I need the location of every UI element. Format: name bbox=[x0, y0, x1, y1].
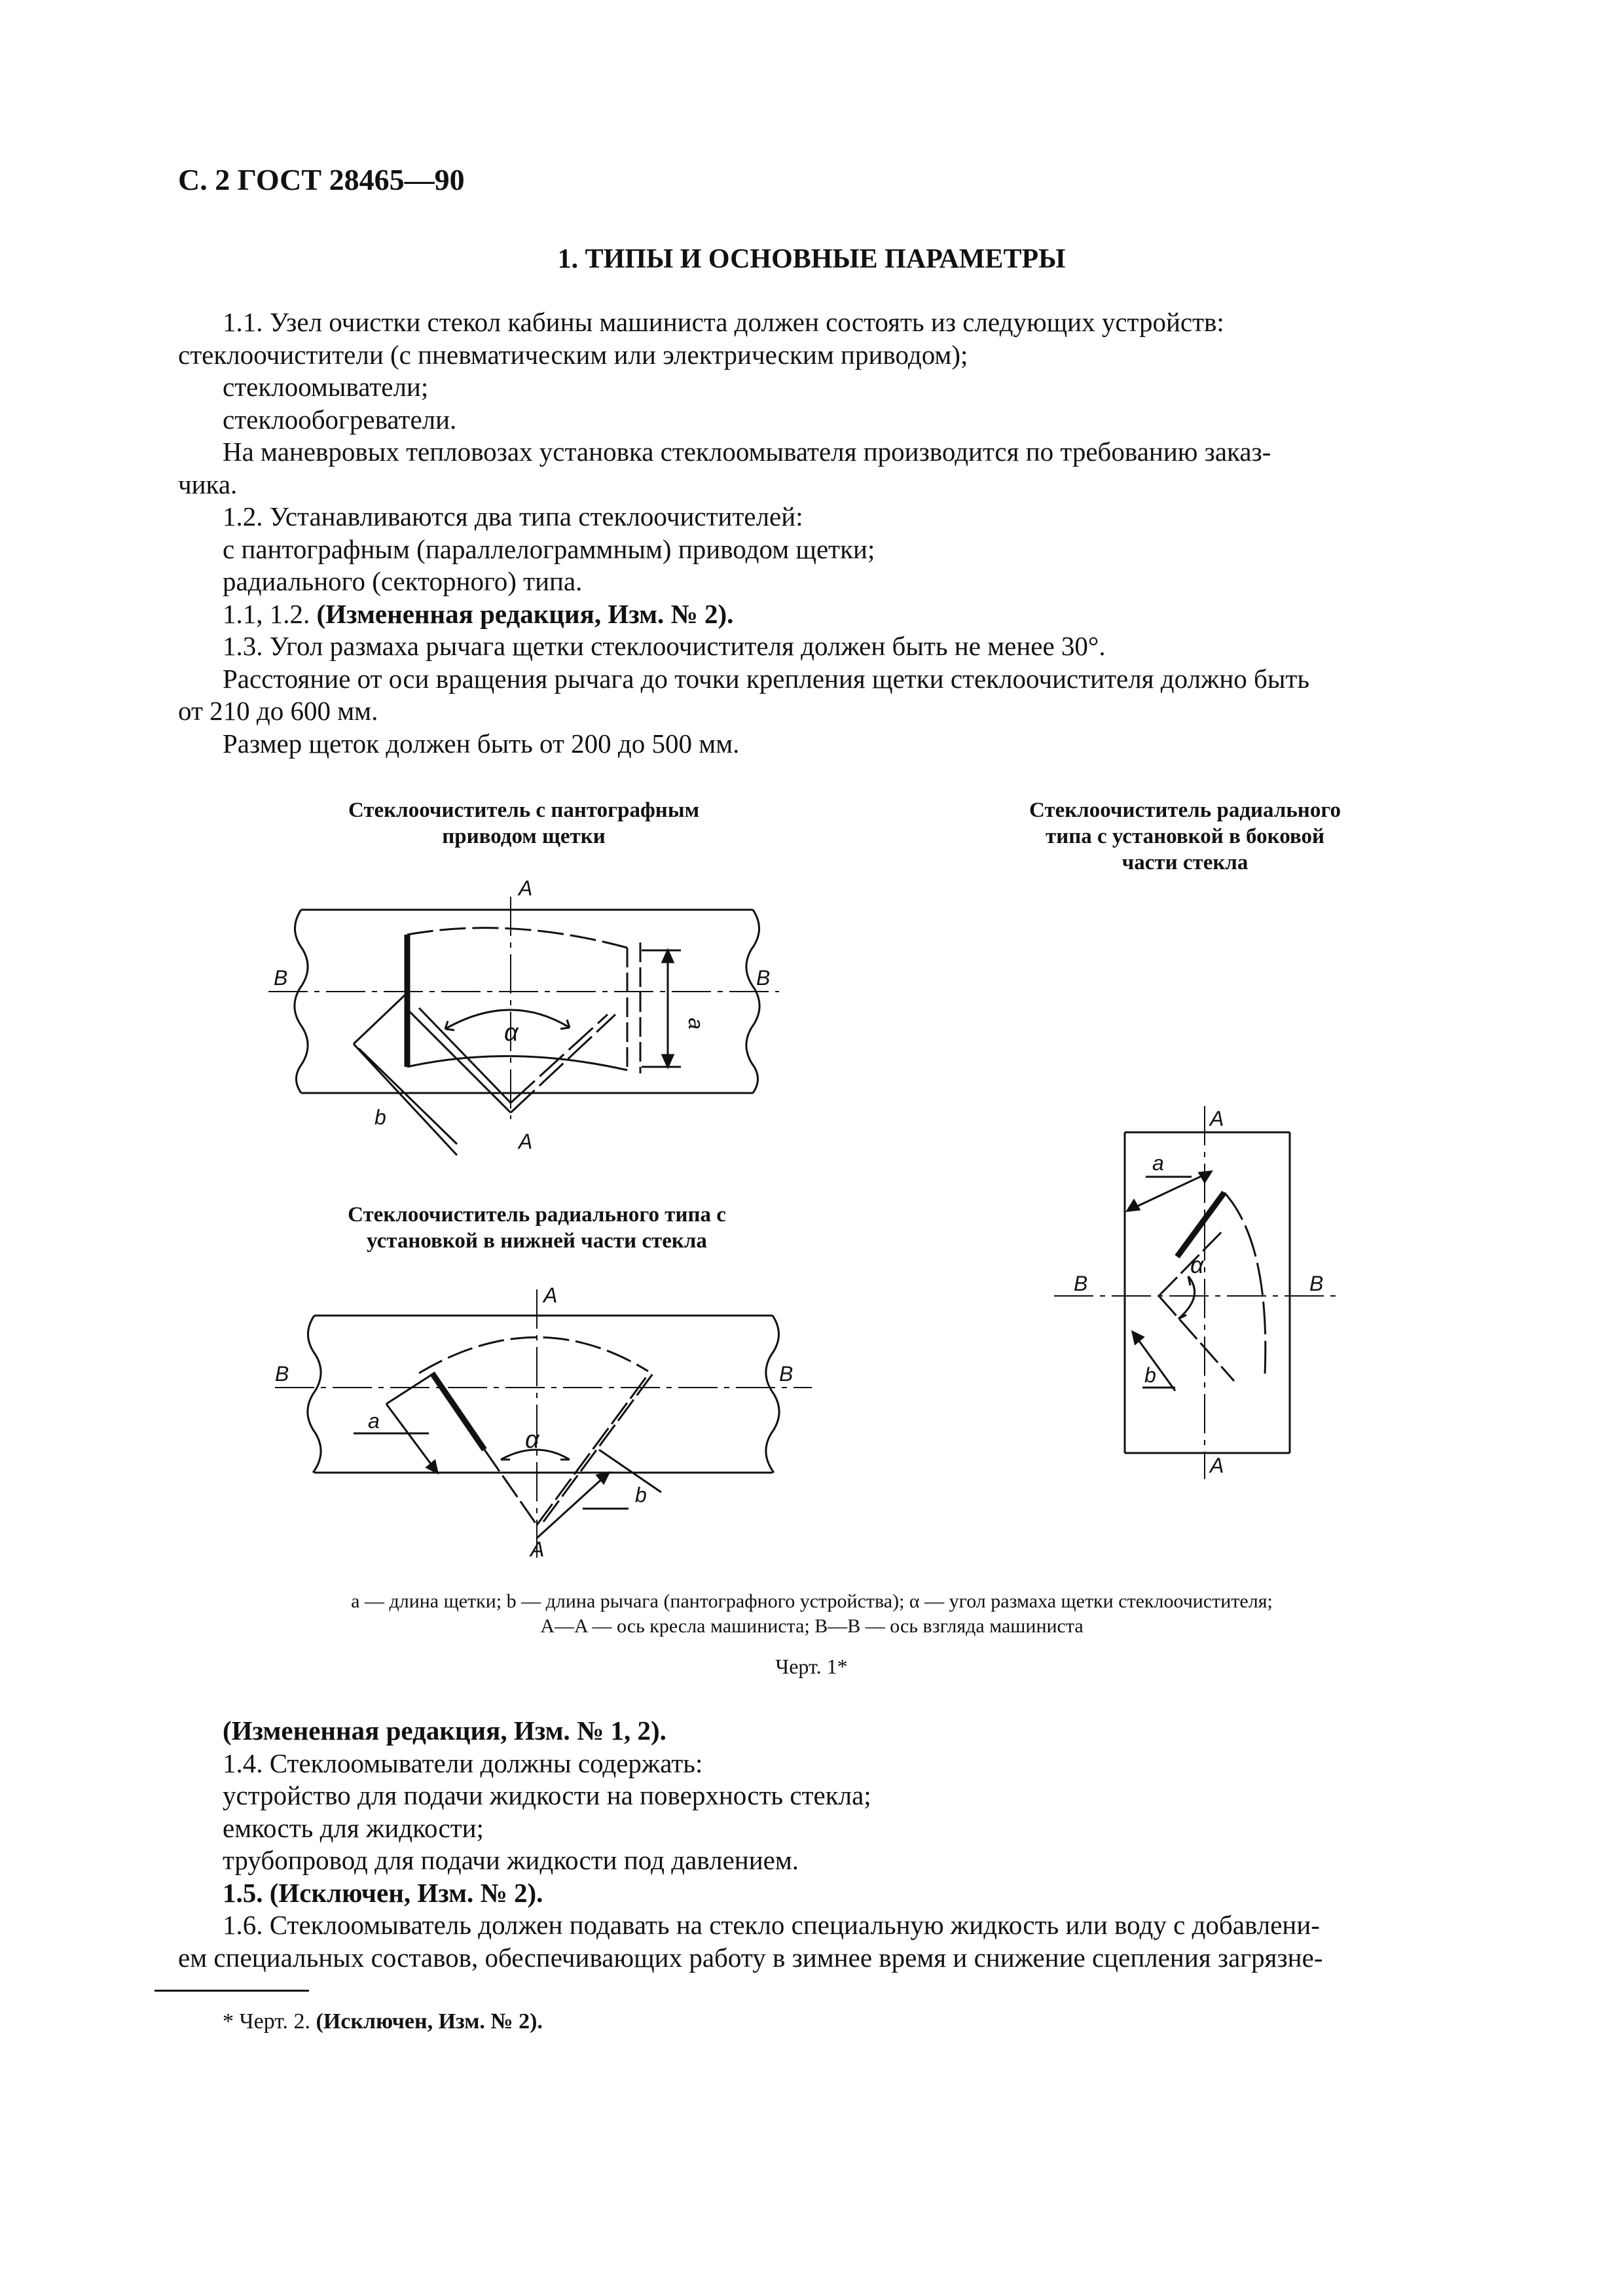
drawing-pantograph-wiper bbox=[249, 877, 799, 1178]
legend-line: a — длина щетки; b — длина рычага (пантографного устройства); α — угол размаха щетки стеклоочистителя; bbox=[351, 1590, 1273, 1612]
para-item: стеклоочистители (с пневматическим или электрическим приводом); bbox=[178, 339, 968, 370]
label-A: A bbox=[1210, 1107, 1224, 1130]
caption-line: части стекла bbox=[1122, 851, 1249, 874]
label-a: a bbox=[368, 1409, 380, 1433]
para-item: стеклоомыватели; bbox=[223, 372, 429, 402]
para-text: На маневровых тепловозах установка стеклоомывателя производится по требованию заказ- bbox=[223, 437, 1271, 467]
label-B: B bbox=[274, 966, 288, 990]
label-alpha: α bbox=[504, 1019, 519, 1047]
footnote-ref: * Черт. 2. bbox=[223, 2009, 316, 2034]
body-section-2 bbox=[178, 1715, 1465, 1974]
drawing-radial-side-wiper bbox=[1048, 1100, 1349, 1486]
para-1-4: 1.4. Стеклоомыватели должны содержать: bbox=[223, 1748, 703, 1778]
para-text: чика. bbox=[178, 469, 238, 499]
para-text: от 210 до 600 мм. bbox=[178, 696, 378, 726]
figure-caption-radial-bottom bbox=[275, 1202, 799, 1254]
label-b: b bbox=[374, 1105, 386, 1129]
footnote bbox=[223, 2009, 543, 2034]
label-A: A bbox=[543, 1283, 558, 1307]
para-item: радиального (секторного) типа. bbox=[223, 566, 583, 596]
label-B: B bbox=[779, 1362, 793, 1386]
label-A: A bbox=[530, 1537, 545, 1561]
label-A: A bbox=[519, 877, 533, 900]
label-alpha: α bbox=[1190, 1251, 1204, 1278]
label-B: B bbox=[1309, 1272, 1324, 1295]
footnote-note: (Исключен, Изм. № 2). bbox=[316, 2009, 543, 2034]
para-item: стеклообогреватели. bbox=[223, 404, 457, 435]
caption-line: приводом щетки bbox=[442, 825, 606, 848]
para-item: с пантографным (параллелограммным) приводом щетки; bbox=[223, 533, 875, 564]
para-1-3: 1.3. Угол размаха рычага щетки стеклоочистителя должен быть не менее 30°. bbox=[223, 631, 1106, 661]
page-header: С. 2 ГОСТ 28465—90 bbox=[178, 163, 465, 196]
caption-line: Стеклоочиститель с пантографным bbox=[348, 798, 700, 822]
footnote-divider bbox=[155, 1990, 309, 1992]
figure-caption-radial-side bbox=[956, 797, 1414, 876]
figure-caption-pantograph bbox=[288, 797, 759, 850]
drawing-radial-bottom-wiper bbox=[262, 1276, 825, 1564]
para-revision-ref: 1.1, 1.2. bbox=[223, 598, 317, 629]
label-A: A bbox=[519, 1130, 533, 1153]
label-A: A bbox=[1210, 1454, 1224, 1477]
body-section-1 bbox=[178, 306, 1465, 760]
label-b: b bbox=[635, 1483, 647, 1507]
para-1-1: 1.1. Узел очистки стекол кабины машиниста должен состоять из следующих устройств: bbox=[223, 307, 1224, 337]
para-text: Расстояние от оси вращения рычага до точки крепления щетки стеклоочистителя должно быть bbox=[223, 663, 1310, 694]
para-1-2: 1.2. Устанавливаются два типа стеклоочистителей: bbox=[223, 501, 803, 531]
para-revision bbox=[223, 598, 1465, 631]
para-1-5: 1.5. (Исключен, Изм. № 2). bbox=[223, 1877, 543, 1908]
para-item: трубопровод для подачи жидкости под давлением. bbox=[223, 1845, 799, 1875]
caption-line: установкой в нижней части стекла bbox=[367, 1229, 707, 1253]
figure-legend bbox=[196, 1589, 1427, 1639]
label-B: B bbox=[1074, 1272, 1088, 1295]
legend-line: A—A — ось кресла машиниста; B—B — ось взгляда машиниста bbox=[540, 1615, 1084, 1637]
label-B: B bbox=[756, 966, 771, 990]
caption-line: Стеклоочиститель радиального bbox=[1029, 798, 1341, 822]
para-item: устройство для подачи жидкости на поверхность стекла; bbox=[223, 1780, 871, 1810]
caption-line: Стеклоочиститель радиального типа с bbox=[348, 1203, 726, 1227]
label-a: a bbox=[684, 1018, 708, 1030]
label-B: B bbox=[275, 1362, 289, 1386]
figure-number: Черт. 1* bbox=[775, 1655, 848, 1678]
para-item: емкость для жидкости; bbox=[223, 1812, 484, 1843]
para-text: ем специальных составов, обеспечивающих работу в зимнее время и снижение сцепления загрязне- bbox=[178, 1942, 1323, 1973]
para-1-6: 1.6. Стеклоомыватель должен подавать на стекло специальную жидкость или воду с добавлени- bbox=[223, 1910, 1320, 1940]
para-text: Размер щеток должен быть от 200 до 500 мм. bbox=[223, 728, 740, 759]
section-title: 1. ТИПЫ И ОСНОВНЫЕ ПАРАМЕТРЫ bbox=[557, 244, 1066, 274]
caption-line: типа с установкой в боковой bbox=[1046, 825, 1324, 848]
para-revision-note: (Измененная редакция, Изм. № 2). bbox=[316, 598, 734, 629]
label-b: b bbox=[1144, 1363, 1156, 1387]
label-a: a bbox=[1152, 1151, 1164, 1175]
para-revision: (Измененная редакция, Изм. № 1, 2). bbox=[223, 1715, 666, 1746]
label-alpha: α bbox=[525, 1426, 539, 1454]
